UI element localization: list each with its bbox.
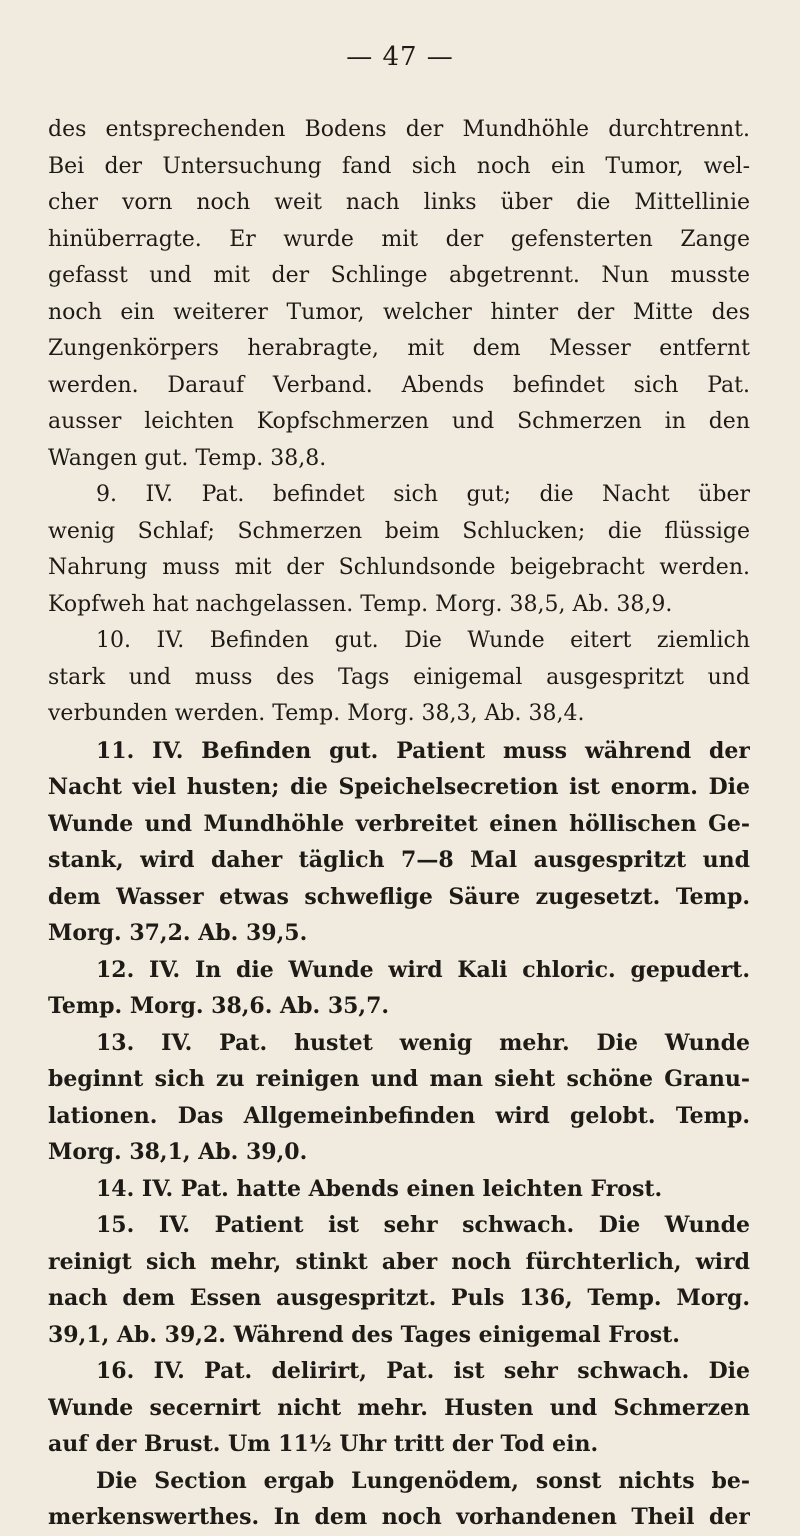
text-line: gefasst und mit der Schlinge abgetrennt. Nun musste <box>48 263 750 288</box>
text-line: 14. IV. Pat. hatte Abends einen leichten Frost. <box>96 1175 663 1202</box>
text-line: 39,1, Ab. 39,2. Während des Tages einigemal Frost. <box>48 1321 680 1348</box>
text-line: beginnt sich zu reinigen und man sieht schöne Granu- <box>48 1066 750 1092</box>
text-line: noch ein weiterer Tumor, welcher hinter der Mitte des <box>48 299 750 325</box>
text-line: 12. IV. In die Wunde wird Kali chloric. gepudert. <box>96 956 750 983</box>
text-line: nach dem Essen ausgespritzt. Puls 136, Temp. Morg. <box>48 1285 750 1311</box>
text-line: reinigt sich mehr, stinkt aber noch fürchterlich, wird <box>48 1248 750 1275</box>
text-line: 16. IV. Pat. delirirt, Pat. ist sehr schwach. Die <box>96 1358 750 1384</box>
text-line: Kopfweh hat nachgelassen. Temp. Morg. 38,5, Ab. 38,9. <box>48 591 673 617</box>
text-line: verbunden werden. Temp. Morg. 38,3, Ab. 38,4. <box>48 701 585 726</box>
text-line: Bei der Untersuchung fand sich noch ein Tumor, wel- <box>48 153 750 179</box>
text-line: des entsprechenden Bodens der Mundhöhle durchtrennt. <box>48 117 750 142</box>
text-line: wenig Schlaf; Schmerzen beim Schlucken; die flüssige <box>48 518 750 544</box>
text-line: stark und muss des Tags einigemal ausgespritzt und <box>48 664 750 690</box>
text-line: 15. IV. Patient ist sehr schwach. Die Wunde <box>96 1212 750 1238</box>
text-line: Wunde secernirt nicht mehr. Husten und Schmerzen <box>48 1394 750 1421</box>
body-text <box>48 112 750 1536</box>
text-line: stank, wird daher täglich 7—8 Mal ausgespritzt und <box>48 847 750 873</box>
text-line: Morg. 38,1, Ab. 39,0. <box>48 1139 308 1165</box>
text-line: 13. IV. Pat. hustet wenig mehr. Die Wunde <box>96 1029 750 1056</box>
text-line: merkenswerthes. In dem noch vorhandenen Theil der <box>48 1504 750 1530</box>
text-line: Die Section ergab Lungenödem, sonst nichts be- <box>96 1467 750 1494</box>
text-line: Temp. Morg. 38,6. Ab. 35,7. <box>48 993 390 1019</box>
text-line: ausser leichten Kopfschmerzen und Schmerzen in den <box>48 409 750 434</box>
text-line: cher vorn noch weit nach links über die Mittellinie <box>48 190 750 215</box>
text-line: Nahrung muss mit der Schlundsonde beigebracht werden. <box>48 555 750 580</box>
text-line: werden. Darauf Verband. Abends befindet sich Pat. <box>48 372 750 398</box>
text-line: Wangen gut. Temp. 38,8. <box>48 445 327 471</box>
text-line: Nacht viel husten; die Speichelsecretion ist enorm. Die <box>48 774 750 800</box>
text-line: Morg. 37,2. Ab. 39,5. <box>48 920 308 946</box>
text-line: dem Wasser etwas schweflige Säure zugesetzt. Temp. <box>48 883 750 910</box>
text-line: 10. IV. Befinden gut. Die Wunde eitert ziemlich <box>96 628 750 653</box>
text-line: 9. IV. Pat. befindet sich gut; die Nacht über <box>96 482 750 507</box>
text-line: lationen. Das Allgemeinbefinden wird gelobt. Temp. <box>48 1102 750 1129</box>
text-line: auf der Brust. Um 11½ Uhr tritt der Tod ein. <box>48 1431 599 1457</box>
text-line: 11. IV. Befinden gut. Patient muss während der <box>96 737 750 764</box>
text-line: Zungenkörpers herabragte, mit dem Messer entfernt <box>48 336 750 361</box>
text-line: Wunde und Mundhöhle verbreitet einen höllischen Ge- <box>48 810 750 837</box>
page-number: — 47 — <box>346 42 454 72</box>
text-line: hinüberragte. Er wurde mit der gefensterten Zange <box>48 226 750 252</box>
